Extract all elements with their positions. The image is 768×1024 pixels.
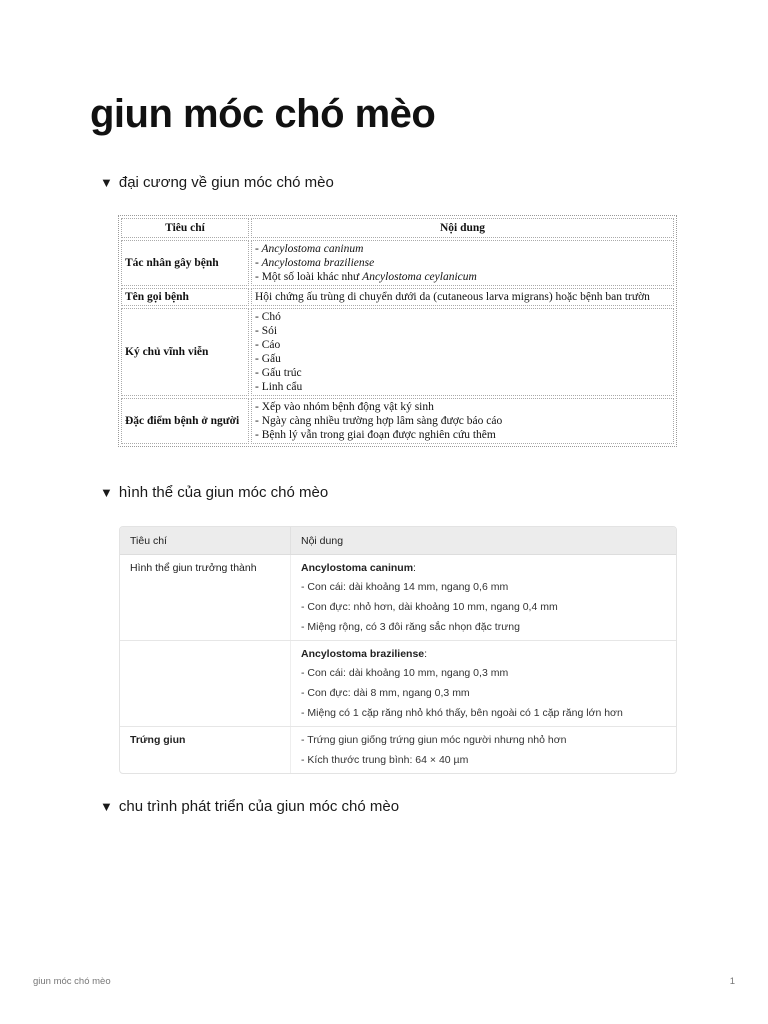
table-dai-cuong bbox=[118, 215, 677, 447]
species-name: Ancylostoma caninum: bbox=[301, 562, 416, 574]
toggle-dai-cuong[interactable] bbox=[100, 174, 334, 191]
table-row bbox=[121, 308, 674, 396]
content-line: - Miệng có 1 cặp răng nhỏ khó thấy, bên ngoài có 1 cặp răng lớn hơn bbox=[301, 707, 623, 719]
content-line: - Sói bbox=[255, 325, 278, 337]
line-italic: Ancylostoma ceylanicum bbox=[362, 271, 477, 283]
toggle-label: hình thể của giun móc chó mèo bbox=[118, 484, 329, 501]
row-content bbox=[291, 555, 677, 641]
page-title: giun móc chó mèo bbox=[90, 92, 436, 136]
content-line: - Cáo bbox=[255, 339, 281, 351]
column-header: Nội dung bbox=[291, 527, 677, 555]
content-line: - Con đực: nhỏ hơn, dài khoảng 10 mm, ngang 0,4 mm bbox=[301, 601, 558, 613]
row-key: Ký chủ vĩnh viễn bbox=[121, 308, 249, 396]
content-line: - Miệng rộng, có 3 đôi răng sắc nhọn đặc trưng bbox=[301, 621, 520, 633]
table-row bbox=[120, 727, 676, 774]
row-key: Tác nhân gây bệnh bbox=[121, 240, 249, 286]
table-row bbox=[121, 398, 674, 444]
content-line: - Chó bbox=[255, 311, 281, 323]
table-hinh-the bbox=[119, 526, 677, 774]
row-content bbox=[251, 240, 674, 286]
content-line: - Gấu trúc bbox=[255, 367, 302, 379]
row-content bbox=[251, 308, 674, 396]
content-line: - Con cái: dài khoảng 10 mm, ngang 0,3 mm bbox=[301, 667, 509, 679]
row-key: Đặc điểm bệnh ở người bbox=[121, 398, 249, 444]
table-row bbox=[121, 240, 674, 286]
toggle-hinh-the[interactable] bbox=[100, 484, 328, 501]
content-line: - Ancylostoma braziliense bbox=[255, 257, 375, 269]
content-line: Hội chứng ấu trùng di chuyển dưới da (cutaneous larva migrans) hoặc bệnh ban trườn bbox=[255, 291, 650, 303]
triangle-down-icon: ▼ bbox=[100, 175, 113, 190]
line-prefix: - Một số loài khác như bbox=[255, 271, 363, 283]
toggle-label: chu trình phát triển của giun móc chó mèo bbox=[118, 798, 400, 815]
row-content bbox=[291, 641, 677, 727]
column-header: Tiêu chí bbox=[120, 527, 291, 555]
content-line: - Gấu bbox=[255, 353, 281, 365]
content-line: - Xếp vào nhóm bệnh động vật ký sinh bbox=[255, 401, 434, 413]
column-header: Nội dung bbox=[251, 218, 674, 238]
row-key: Hình thể giun trưởng thành bbox=[120, 555, 291, 641]
content-line: - Kích thước trung bình: 64 × 40 µm bbox=[301, 754, 469, 766]
species-name: Ancylostoma braziliense: bbox=[301, 648, 428, 660]
content-line: - Trứng giun giống trứng giun móc người nhưng nhỏ hơn bbox=[301, 734, 567, 746]
content-line: - Linh cẩu bbox=[255, 381, 303, 393]
row-content bbox=[251, 288, 674, 306]
triangle-down-icon: ▼ bbox=[100, 799, 113, 814]
table-row bbox=[121, 288, 674, 306]
row-content bbox=[291, 727, 677, 774]
row-content bbox=[251, 398, 674, 444]
row-key: Trứng giun bbox=[120, 727, 291, 774]
column-header: Tiêu chí bbox=[121, 218, 249, 238]
toggle-label: đại cương về giun móc chó mèo bbox=[118, 174, 334, 191]
table-row bbox=[120, 555, 676, 641]
toggle-chu-trinh[interactable] bbox=[100, 798, 399, 815]
content-line: - Con cái: dài khoảng 14 mm, ngang 0,6 mm bbox=[301, 581, 509, 593]
content-line: - Ancylostoma caninum bbox=[255, 243, 364, 255]
content-line: - Con đực: dài 8 mm, ngang 0,3 mm bbox=[301, 687, 470, 699]
row-key: Tên gọi bệnh bbox=[121, 288, 249, 306]
table-row bbox=[120, 641, 676, 727]
content-line bbox=[255, 270, 670, 284]
page-number: 1 bbox=[729, 976, 735, 987]
triangle-down-icon: ▼ bbox=[100, 485, 113, 500]
content-line: - Ngày càng nhiều trường hợp lâm sàng được báo cáo bbox=[255, 415, 503, 427]
content-line: - Bệnh lý vẫn trong giai đoạn được nghiên cứu thêm bbox=[255, 429, 496, 441]
footer-title: giun móc chó mèo bbox=[33, 976, 111, 987]
row-key bbox=[120, 641, 291, 727]
